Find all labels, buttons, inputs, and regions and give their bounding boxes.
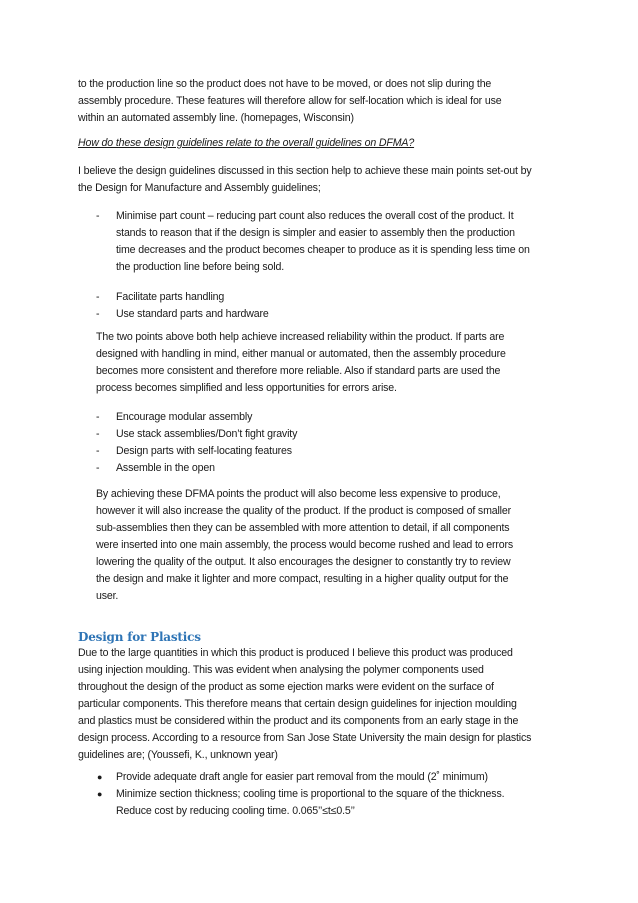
list-item-text: Use standard parts and hardware (116, 308, 269, 320)
paragraph-line: user. (96, 590, 119, 602)
list-item-line: the production line before being sold. (116, 261, 285, 273)
list-item-line: Reduce cost by reducing cooling time. 0.065’’≤t≤0.5’’ (116, 805, 355, 817)
paragraph-line: the design and make it lighter and more compact, resulting in a higher quality output for the (96, 573, 509, 585)
list-item (78, 306, 558, 323)
paragraph-line: Due to the large quantities in which this product is produced I believe this product was produced (78, 647, 513, 659)
achieving-dfma-paragraph (78, 486, 576, 605)
guideline-list-handling (78, 289, 558, 323)
paragraph-line: however it will also increase the quality of the product. If the product is composed of smaller (96, 505, 512, 517)
dash-marker: - (96, 291, 100, 303)
paragraph-line: becomes more consistent and therefore more reliable. Also if standard parts are used the (96, 365, 501, 377)
paragraph-line: process becomes simplified and less opportunities for errors arise. (96, 382, 397, 394)
paragraph-line: throughout the design of the product as some ejection marks were evident on the surface of (78, 681, 494, 693)
list-item-text: Facilitate parts handling (116, 291, 225, 303)
list-item-text: Encourage modular assembly (116, 411, 253, 423)
list-item (78, 769, 558, 786)
dfma-question (78, 135, 558, 152)
paragraph-line: By achieving these DFMA points the product will also become less expensive to produce, (96, 488, 501, 500)
intro-paragraph (78, 76, 558, 127)
paragraph-line: particular components. This therefore means that certain design guidelines for injection moulding (78, 698, 517, 710)
list-item-text: Assemble in the open (116, 462, 215, 474)
guideline-list-part-count (78, 208, 558, 276)
list-item (78, 786, 558, 820)
paragraph-line: using injection moulding. This was evident when analysing the polymer components used (78, 664, 484, 676)
guideline-list-assembly (78, 409, 558, 477)
paragraph-line: The two points above both help achieve increased reliability within the product. If parts are (96, 331, 505, 343)
plastics-guideline-list (78, 769, 558, 820)
question-text: How do these design guidelines relate to the overall guidelines on DFMA? (78, 137, 415, 149)
paragraph-line: lowering the quality of the output. It also encourages the designer to constantly try to review (96, 556, 511, 568)
list-item-line: Minimise part count – reducing part count also reduces the overall cost of the product. It (116, 210, 514, 222)
paragraph-line: and plastics must be considered within the product and its components from an early stage in the (78, 715, 519, 727)
list-item (78, 289, 558, 306)
paragraph-line: were inserted into one main assembly, the process would become rushed and lead to errors (96, 539, 514, 551)
belief-paragraph (78, 163, 558, 197)
list-item-line: time decreases and the product becomes cheaper to produce as it is spending less time on (116, 244, 530, 256)
paragraph-line: designed with handling in mind, either manual or automated, then the assembly procedure (96, 348, 506, 360)
list-item (78, 460, 558, 477)
dash-marker: - (96, 445, 100, 457)
intro-line: assembly procedure. These features will therefore allow for self-location which is ideal for use (78, 95, 502, 107)
intro-line: within an automated assembly line. (homepages, Wisconsin) (78, 112, 354, 124)
list-item-text: Design parts with self-locating features (116, 445, 292, 457)
dash-marker: - (96, 462, 100, 474)
list-item-line: stands to reason that if the design is simpler and easier to assembly then the production (116, 227, 515, 239)
list-item-line: Minimize section thickness; cooling time is proportional to the square of the thickness. (116, 788, 505, 800)
section-heading-plastics: Design for Plastics (78, 630, 201, 644)
list-item (78, 409, 558, 426)
dash-marker: - (96, 210, 100, 222)
intro-line: to the production line so the product does not have to be moved, or does not slip during the (78, 78, 492, 90)
dash-marker: - (96, 411, 100, 423)
two-points-paragraph (78, 329, 576, 397)
bullet-marker: ● (97, 789, 103, 799)
paragraph-line: design process. According to a resource from San Jose State University the main design for plastics (78, 732, 532, 744)
list-item-text: Provide adequate draft angle for easier part removal from the mould (2˚ minimum) (116, 771, 488, 783)
dash-marker: - (96, 308, 100, 320)
belief-line: I believe the design guidelines discussed in this section help to achieve these main points set-out by (78, 165, 532, 177)
list-item (78, 208, 558, 276)
plastics-paragraph (78, 645, 558, 764)
list-item (78, 443, 558, 460)
list-item (78, 426, 558, 443)
bullet-marker: ● (97, 772, 103, 782)
belief-line: the Design for Manufacture and Assembly guidelines; (78, 182, 321, 194)
paragraph-line: guidelines are; (Youssefi, K., unknown year) (78, 749, 278, 761)
dash-marker: - (96, 428, 100, 440)
list-item-text: Use stack assemblies/Don’t fight gravity (116, 428, 298, 440)
paragraph-line: sub-assemblies then they can be assembled with more attention to detail, if all components (96, 522, 510, 534)
